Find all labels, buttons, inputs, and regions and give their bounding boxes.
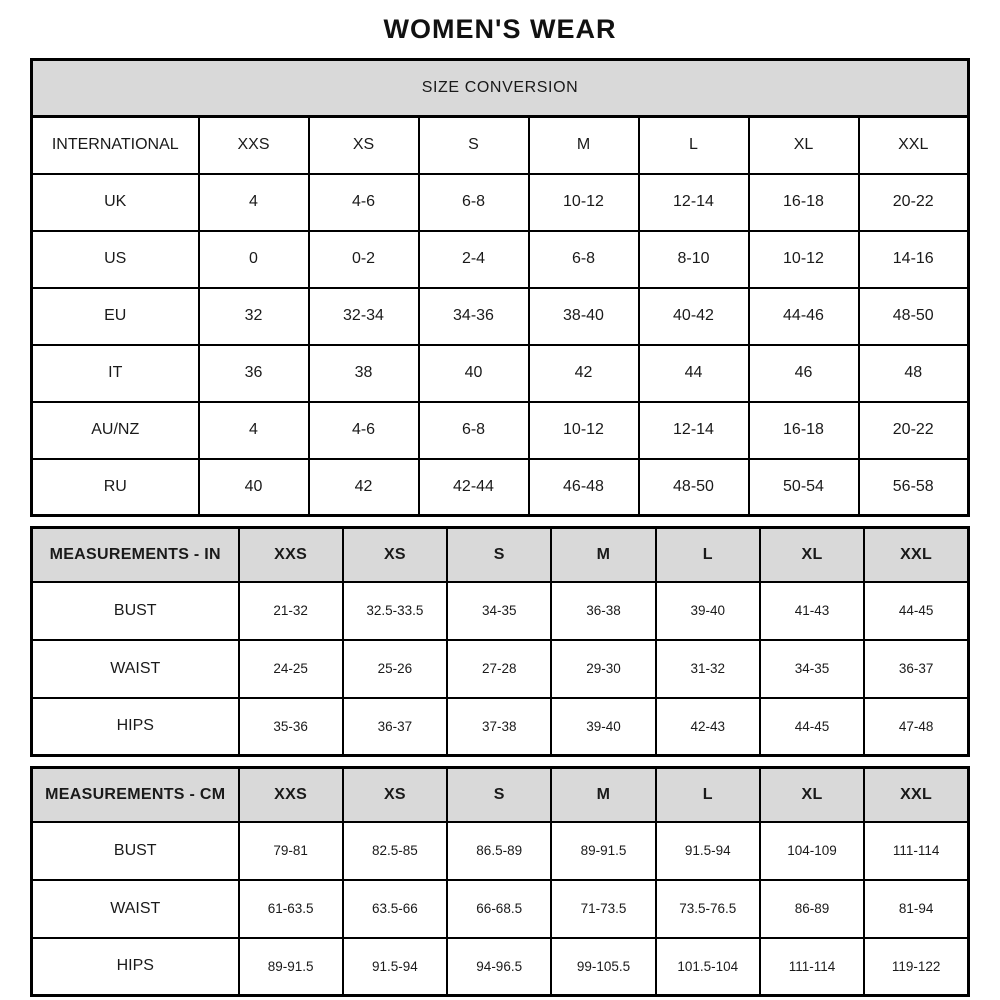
row-label-cell: BUST xyxy=(32,822,239,880)
table-row xyxy=(32,345,969,402)
value-cell: 4 xyxy=(199,174,309,231)
value-cell: 10-12 xyxy=(529,174,639,231)
value-cell: 25-26 xyxy=(343,640,447,698)
value-cell: 36-38 xyxy=(551,582,655,640)
header-label-cell: MEASUREMENTS - IN xyxy=(32,528,239,582)
value-cell: 35-36 xyxy=(239,698,343,756)
value-cell: 46 xyxy=(749,345,859,402)
value-cell: 63.5-66 xyxy=(343,880,447,938)
value-cell: 48-50 xyxy=(639,459,749,516)
value-cell: 38 xyxy=(309,345,419,402)
size-conversion-banner: SIZE CONVERSION xyxy=(32,60,969,117)
value-cell: 4-6 xyxy=(309,402,419,459)
value-cell: 61-63.5 xyxy=(239,880,343,938)
size-header-cell: XXS xyxy=(239,528,343,582)
value-cell: 42 xyxy=(309,459,419,516)
value-cell: 20-22 xyxy=(859,174,969,231)
size-conversion-table xyxy=(30,58,970,517)
value-cell: 0 xyxy=(199,231,309,288)
value-cell: 39-40 xyxy=(656,582,760,640)
value-cell: 16-18 xyxy=(749,174,859,231)
size-header-cell: XXL xyxy=(864,528,968,582)
size-header-cell: XL xyxy=(760,528,864,582)
size-header-cell: XS xyxy=(309,117,419,174)
measurements-cm-table xyxy=(30,766,970,997)
size-header-cell: XL xyxy=(760,768,864,822)
size-header-cell: XXS xyxy=(199,117,309,174)
value-cell: 29-30 xyxy=(551,640,655,698)
measurements-cm-body xyxy=(32,768,969,996)
size-header-cell: XXS xyxy=(239,768,343,822)
value-cell: 8-10 xyxy=(639,231,749,288)
size-header-cell: XXL xyxy=(864,768,968,822)
value-cell: 14-16 xyxy=(859,231,969,288)
value-cell: 24-25 xyxy=(239,640,343,698)
table-row xyxy=(32,288,969,345)
value-cell: 34-35 xyxy=(760,640,864,698)
page-title: WOMEN'S WEAR xyxy=(383,14,617,44)
row-label-cell: WAIST xyxy=(32,640,239,698)
value-cell: 34-36 xyxy=(419,288,529,345)
value-cell: 44-46 xyxy=(749,288,859,345)
value-cell: 38-40 xyxy=(529,288,639,345)
value-cell: 16-18 xyxy=(749,402,859,459)
value-cell: 4-6 xyxy=(309,174,419,231)
value-cell: 73.5-76.5 xyxy=(656,880,760,938)
row-label-cell: HIPS xyxy=(32,698,239,756)
size-conversion-header-row xyxy=(32,117,969,174)
row-label-cell: AU/NZ xyxy=(32,402,199,459)
value-cell: 21-32 xyxy=(239,582,343,640)
size-header-cell: XS xyxy=(343,528,447,582)
value-cell: 44-45 xyxy=(760,698,864,756)
value-cell: 4 xyxy=(199,402,309,459)
header-label-cell: INTERNATIONAL xyxy=(32,117,199,174)
value-cell: 86-89 xyxy=(760,880,864,938)
value-cell: 31-32 xyxy=(656,640,760,698)
row-label-cell: HIPS xyxy=(32,938,239,996)
row-label-cell: RU xyxy=(32,459,199,516)
size-header-cell: XL xyxy=(749,117,859,174)
value-cell: 40 xyxy=(419,345,529,402)
value-cell: 39-40 xyxy=(551,698,655,756)
size-header-cell: S xyxy=(419,117,529,174)
table-row xyxy=(32,938,969,996)
value-cell: 37-38 xyxy=(447,698,551,756)
value-cell: 42-44 xyxy=(419,459,529,516)
table-row xyxy=(32,459,969,516)
value-cell: 32.5-33.5 xyxy=(343,582,447,640)
value-cell: 86.5-89 xyxy=(447,822,551,880)
value-cell: 12-14 xyxy=(639,174,749,231)
table-row xyxy=(32,698,969,756)
value-cell: 47-48 xyxy=(864,698,968,756)
size-header-cell: M xyxy=(551,768,655,822)
table-row xyxy=(32,582,969,640)
table-row xyxy=(32,402,969,459)
value-cell: 71-73.5 xyxy=(551,880,655,938)
value-cell: 48 xyxy=(859,345,969,402)
value-cell: 101.5-104 xyxy=(656,938,760,996)
value-cell: 56-58 xyxy=(859,459,969,516)
value-cell: 32 xyxy=(199,288,309,345)
table-row xyxy=(32,880,969,938)
value-cell: 89-91.5 xyxy=(239,938,343,996)
value-cell: 20-22 xyxy=(859,402,969,459)
row-label-cell: BUST xyxy=(32,582,239,640)
row-label-cell: UK xyxy=(32,174,199,231)
value-cell: 36-37 xyxy=(343,698,447,756)
size-header-cell: XXL xyxy=(859,117,969,174)
value-cell: 44 xyxy=(639,345,749,402)
size-header-cell: S xyxy=(447,768,551,822)
value-cell: 91.5-94 xyxy=(656,822,760,880)
size-header-cell: XS xyxy=(343,768,447,822)
measurements-cm-header-row xyxy=(32,768,969,822)
table-row xyxy=(32,640,969,698)
size-header-cell: L xyxy=(656,528,760,582)
value-cell: 27-28 xyxy=(447,640,551,698)
measurements-in-body xyxy=(32,528,969,756)
value-cell: 111-114 xyxy=(760,938,864,996)
table-row xyxy=(32,822,969,880)
value-cell: 36-37 xyxy=(864,640,968,698)
size-conversion-banner-row xyxy=(32,60,969,117)
value-cell: 6-8 xyxy=(529,231,639,288)
header-label-cell: MEASUREMENTS - CM xyxy=(32,768,239,822)
value-cell: 111-114 xyxy=(864,822,968,880)
value-cell: 66-68.5 xyxy=(447,880,551,938)
value-cell: 6-8 xyxy=(419,174,529,231)
value-cell: 104-109 xyxy=(760,822,864,880)
value-cell: 50-54 xyxy=(749,459,859,516)
value-cell: 99-105.5 xyxy=(551,938,655,996)
size-header-cell: L xyxy=(656,768,760,822)
measurements-in-table xyxy=(30,526,970,757)
value-cell: 34-35 xyxy=(447,582,551,640)
table-row xyxy=(32,231,969,288)
value-cell: 32-34 xyxy=(309,288,419,345)
value-cell: 40-42 xyxy=(639,288,749,345)
value-cell: 2-4 xyxy=(419,231,529,288)
size-header-cell: M xyxy=(529,117,639,174)
value-cell: 10-12 xyxy=(749,231,859,288)
size-header-cell: M xyxy=(551,528,655,582)
value-cell: 91.5-94 xyxy=(343,938,447,996)
value-cell: 6-8 xyxy=(419,402,529,459)
size-chart-sheet xyxy=(30,0,970,997)
size-conversion-body xyxy=(32,117,969,516)
table-row xyxy=(32,174,969,231)
value-cell: 79-81 xyxy=(239,822,343,880)
value-cell: 89-91.5 xyxy=(551,822,655,880)
value-cell: 119-122 xyxy=(864,938,968,996)
row-label-cell: EU xyxy=(32,288,199,345)
value-cell: 82.5-85 xyxy=(343,822,447,880)
row-label-cell: US xyxy=(32,231,199,288)
measurements-in-header-row xyxy=(32,528,969,582)
value-cell: 94-96.5 xyxy=(447,938,551,996)
value-cell: 42-43 xyxy=(656,698,760,756)
value-cell: 0-2 xyxy=(309,231,419,288)
size-header-cell: S xyxy=(447,528,551,582)
value-cell: 48-50 xyxy=(859,288,969,345)
value-cell: 81-94 xyxy=(864,880,968,938)
size-header-cell: L xyxy=(639,117,749,174)
value-cell: 36 xyxy=(199,345,309,402)
value-cell: 42 xyxy=(529,345,639,402)
row-label-cell: IT xyxy=(32,345,199,402)
value-cell: 12-14 xyxy=(639,402,749,459)
row-label-cell: WAIST xyxy=(32,880,239,938)
value-cell: 40 xyxy=(199,459,309,516)
value-cell: 41-43 xyxy=(760,582,864,640)
value-cell: 46-48 xyxy=(529,459,639,516)
value-cell: 10-12 xyxy=(529,402,639,459)
value-cell: 44-45 xyxy=(864,582,968,640)
